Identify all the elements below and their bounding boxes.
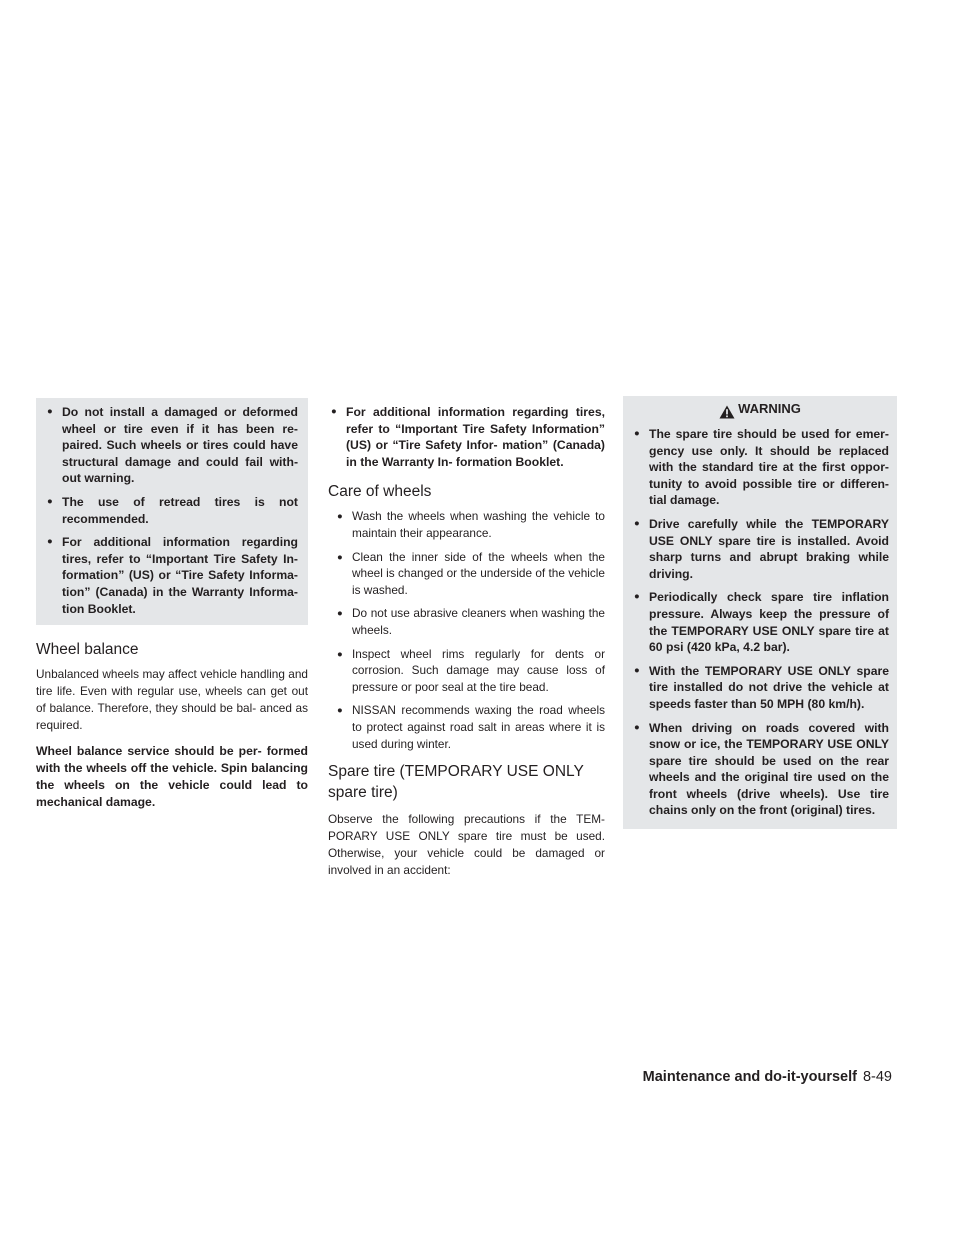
list-item: ● The use of retread tires is not recommended. bbox=[44, 494, 298, 527]
list-item: ● When driving on roads covered with snow or ice, the TEMPORARY USE ONLY spare tire should be used on the rear wheels and the original tire used on the front wheels (drive wheels). Use tire chains only on the front (original) tires. bbox=[631, 720, 889, 820]
warning-triangle-icon bbox=[719, 402, 735, 416]
right-column bbox=[623, 398, 897, 829]
wheel-balance-paragraph: Unbalanced wheels may affect vehicle handling and tire life. Even with regular use, wheels can get out of balance. Therefore, they should be bal- anced as required. bbox=[36, 667, 308, 733]
left-column bbox=[36, 398, 308, 811]
care-list bbox=[328, 508, 605, 752]
list-item: ● With the TEMPORARY USE ONLY spare tire installed do not drive the vehicle at speeds faster than 50 MPH (80 km/h). bbox=[631, 663, 889, 713]
section-heading-care-of-wheels: Care of wheels bbox=[328, 483, 432, 501]
middle-column bbox=[328, 398, 605, 879]
page-number: 8-49 bbox=[862, 1069, 892, 1085]
wheel-balance-bold-paragraph: Wheel balance service should be per- formed with the wheels off the vehicle. Spin balancing the wheels on the vehicle could lead to mechanical damage. bbox=[36, 744, 308, 810]
section-heading-wheel-balance: Wheel balance bbox=[36, 641, 139, 659]
list-item: ● Periodically check spare tire inflation pressure. Always keep the pressure of the TEMPORARY USE ONLY spare tire at 60 psi (420 kPa, 4.2 bar). bbox=[631, 589, 889, 655]
list-item: ● Do not install a damaged or deformed wheel or tire even if it has been re- paired. Such wheels or tires could have structural damage and could fail with- out warning. bbox=[44, 404, 298, 487]
list-item: ● For additional information regarding tires, refer to “Important Tire Safety In- formation” (US) or “Tire Safety Informa- tion” (Canada) in the Warranty Informa- tion Booklet. bbox=[44, 534, 298, 617]
caution-list bbox=[44, 404, 298, 617]
spare-heading-line2: spare tire) bbox=[328, 784, 398, 802]
warning-header bbox=[631, 396, 889, 422]
warning-title: WARNING bbox=[738, 401, 801, 416]
list-item: ● Drive carefully while the TEMPORARY USE ONLY spare tire is installed. Avoid sharp turns and abrupt braking while driving. bbox=[631, 516, 889, 582]
warning-box bbox=[623, 396, 897, 829]
list-item: ● The spare tire should be used for emer- gency use only. It should be replaced with the standard tire at the first oppor- tunity to avoid possible tire or differen- tial damage. bbox=[631, 426, 889, 509]
list-item: ● Inspect wheel rims regularly for dents or corrosion. Such damage may cause loss of pressure or poor seal at the tire bead. bbox=[334, 646, 605, 696]
footer-section-title: Maintenance and do-it-yourself bbox=[642, 1069, 857, 1085]
list-item: ● Wash the wheels when washing the vehicle to maintain their appearance. bbox=[334, 508, 605, 541]
warning-list bbox=[631, 422, 889, 819]
page-footer bbox=[643, 1069, 892, 1085]
list-item: ● Do not use abrasive cleaners when washing the wheels. bbox=[334, 605, 605, 638]
list-item: ● NISSAN recommends waxing the road wheels to protect against road salt in areas where it is used during winter. bbox=[334, 702, 605, 752]
spare-heading-line1: Spare tire (TEMPORARY USE ONLY bbox=[328, 763, 584, 781]
tire-info-list bbox=[328, 398, 605, 470]
section-heading-spare-tire bbox=[328, 761, 605, 803]
caution-box bbox=[36, 398, 308, 625]
list-item: ● For additional information regarding tires, refer to “Important Tire Safety Information” (US) or “Tire Safety Infor- mation” (Canada) in the Warranty In- formation Booklet. bbox=[328, 404, 605, 470]
spare-tire-paragraph: Observe the following precautions if the TEM- PORARY USE ONLY spare tire must be used. Otherwise, your vehicle could be damaged or involved in an accident: bbox=[328, 812, 605, 878]
list-item: ● Clean the inner side of the wheels when the wheel is changed or the underside of the vehicle is washed. bbox=[334, 549, 605, 599]
